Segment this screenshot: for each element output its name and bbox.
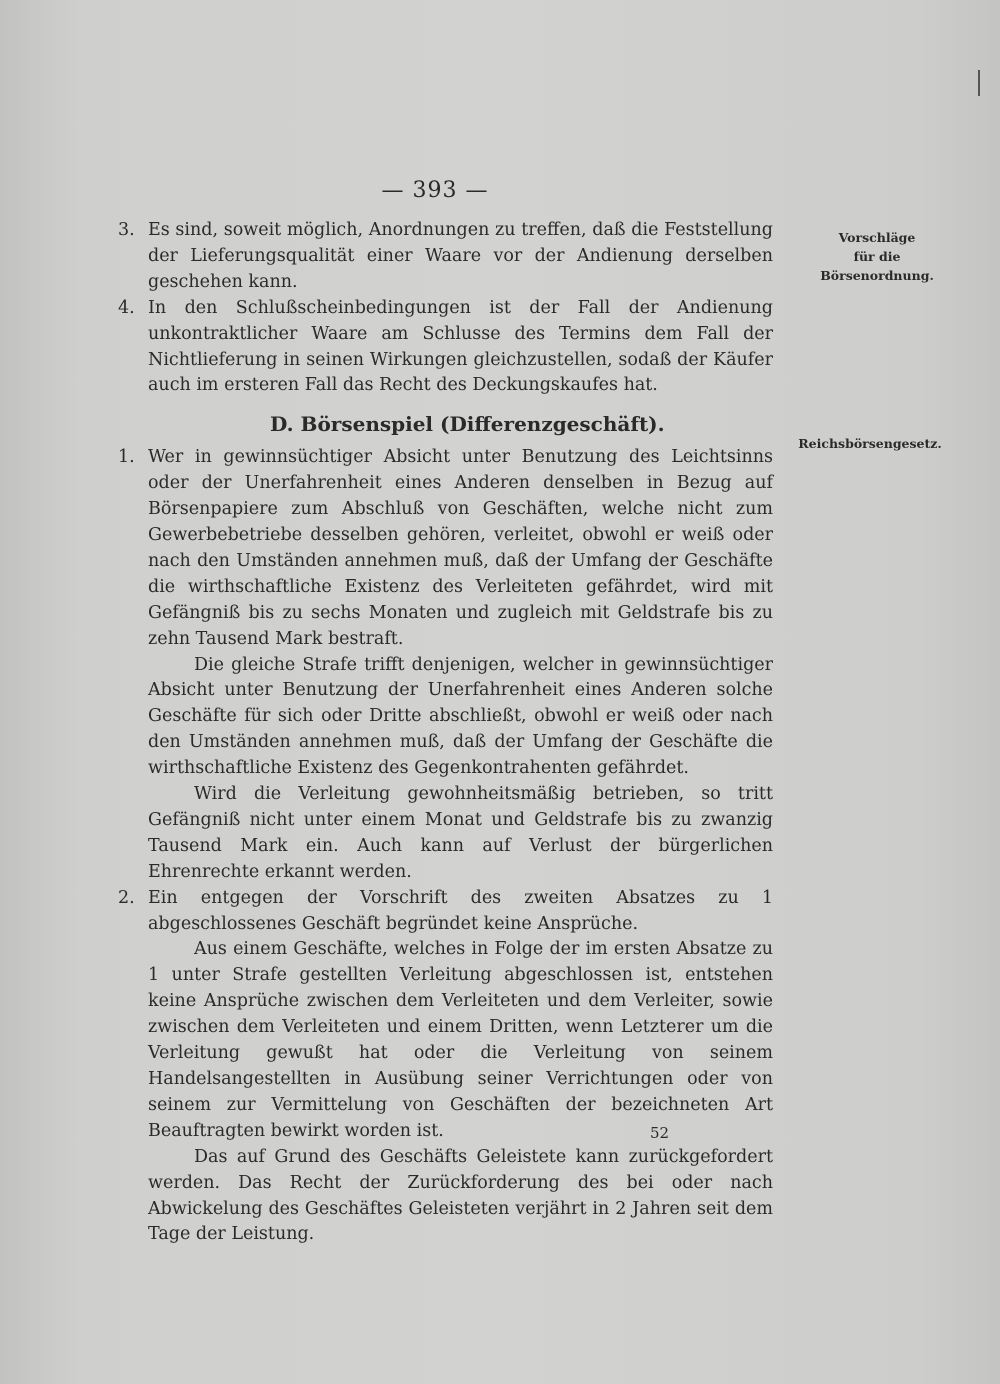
section-heading: D. Börsenspiel (Differenzgeschäft). — [270, 412, 665, 437]
paragraph: Wird die Verleitung gewohnheitsmäßig betrieben, so tritt Gefängniß nicht unter einem Monat und Geldstrafe bis zu zwanzig Tausend Mark ein. Auch kann auf Verlust der bürgerlichen Ehrenrechte erkannt werden. — [148, 784, 773, 882]
item-text: Wer in gewinnsüchtiger Absicht unter Benutzung des Leichtsinns oder der Unerfahrenheit eines Anderen denselben in Bezug auf Börsenpapiere zum Abschluß von Geschäften, welche nicht zum Gewerbebetriebe desselben gehören, verleitet, obwohl er weiß oder nach den Umständen annehmen muß, daß der Umfang der Geschäfte die wirthschaftliche Existenz des Verleiteten gefährdet, wird mit Gefängniß bis zu sechs Monaten und zugleich mit Geldstrafe bis zu zehn Tausend Mark bestraft. — [148, 447, 773, 649]
section-item-1 — [118, 445, 773, 652]
item-text: Ein entgegen der Vorschrift des zweiten Absatzes zu 1 abgeschlossenes Geschäft begründet keine Ansprüche. — [148, 887, 773, 934]
margin-note-reichsboersengesetz: Reichsbörsengesetz. — [798, 436, 942, 451]
main-text — [118, 218, 773, 1248]
item-number: 4. — [118, 297, 135, 318]
section-item-2 — [118, 886, 773, 938]
item-number: 3. — [118, 220, 135, 240]
item-text: In den Schlußscheinbedingungen ist der Fall der Andienung unkontraktlicher Waare am Schlusse des Termins dem Fall der Nichtlieferung in seinen Wirkungen gleichzustellen, sodaß der Käufer auch im ersteren Fall das Recht des Deckungskaufes hat. — [148, 297, 773, 396]
margin-note-line: Börsenordnung. — [820, 268, 934, 283]
page-number: — 393 — — [381, 178, 489, 203]
margin-note-line: Vorschläge — [838, 230, 916, 245]
list-item-4 — [118, 296, 773, 400]
item-number: 2. — [118, 887, 135, 908]
item-text: Es sind, soweit möglich, Anordnungen zu treffen, daß die Feststellung der Lieferungsqualität einer Waare vor der Andienung derselben geschehen kann. — [148, 220, 773, 292]
paragraph: Die gleiche Strafe trifft denjenigen, welcher in gewinnsüchtiger Absicht unter Benutzung der Unerfahrenheit eines Anderen solche Geschäfte für sich oder Dritte abschließt, obwohl er weiß oder nach den Umständen annehmen muß, daß der Umfang der Geschäfte die wirthschaftliche Existenz des Gegenkontrahenten gefährdet. — [148, 654, 773, 779]
margin-note-line: für die — [853, 249, 901, 264]
signature-mark: 52 — [650, 1124, 670, 1142]
paragraph: Aus einem Geschäfte, welches in Folge der im ersten Absatze zu 1 unter Strafe gestellten Verleitung abgeschlossen ist, entstehen keine Ansprüche zwischen dem Verleiteten und dem Verleiter, sowie zwischen dem Verleiteten und einem Dritten, wenn Letzterer um die Verleitung gewußt hat oder die Verleitung von seinem Handelsangestellten in Ausübung seiner Verrichtungen oder von seinem zur Vermittelung von Geschäften der bezeichneten Art Beauftragten bewirkt worden ist. — [148, 939, 773, 1141]
paragraph: Das auf Grund des Geschäfts Geleistete kann zurückgefordert werden. Das Recht der Zurückforderung des bei oder nach Abwickelung des Geschäftes Geleisteten verjährt in 2 Jahren seit dem Tage der Leistung. — [148, 1146, 773, 1245]
list-item-3 — [118, 218, 773, 296]
margin-note-vorschlaege — [802, 228, 952, 285]
page-edge-mark — [978, 70, 980, 96]
item-number: 1. — [118, 447, 135, 468]
